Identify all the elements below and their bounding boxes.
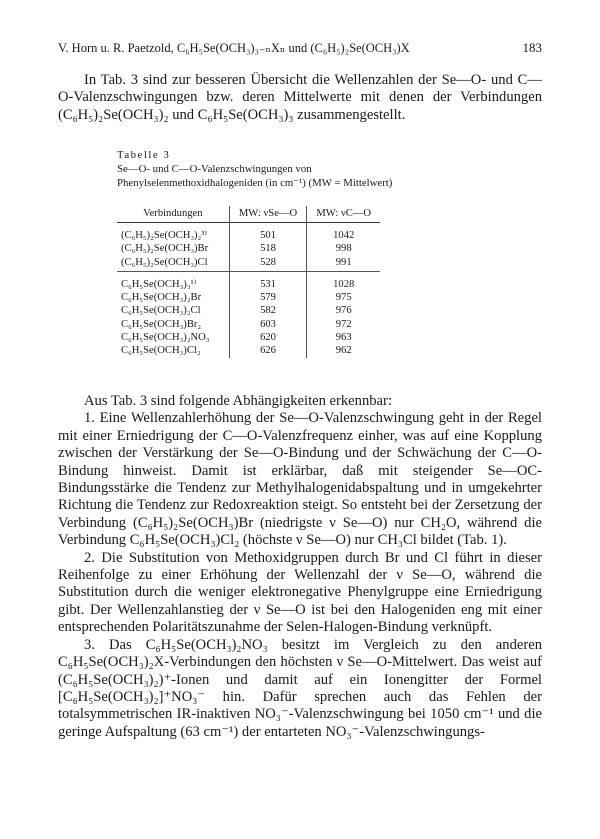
header-compounds: Verbindungen	[117, 206, 229, 223]
se-o-cell: 528	[229, 256, 307, 272]
table-caption-text: Se—O- und C—O-Valenzschwingungen von Phenylselenmethoxidhalogeniden (in cm⁻¹) (MW = Mittelwert)	[117, 163, 393, 189]
se-o-cell: 531	[229, 271, 307, 291]
table-row	[117, 271, 380, 291]
se-o-cell: 603	[229, 318, 307, 331]
c-o-cell: 963	[335, 332, 352, 344]
compound-cell: C₆H₅Se(OCH₃)Cl₂	[121, 345, 201, 357]
c-o-cell: 1028	[307, 271, 380, 291]
page-number: 183	[522, 40, 542, 55]
compound-cell: C₆H₅Se(OCH₃)₃¹⁾	[117, 271, 229, 291]
table-label: Tabelle 3	[117, 149, 171, 161]
header-c-o: MW: νC—O	[307, 206, 380, 223]
table-row	[117, 344, 380, 357]
table-row	[117, 223, 380, 243]
observations-intro: Aus Tab. 3 sind folgende Abhängigkeiten erkennbar:	[84, 393, 392, 409]
compound-cell: C₆H₅Se(OCH₃)₂Cl	[121, 305, 201, 317]
table-row	[117, 331, 380, 344]
c-o-cell: 972	[335, 318, 352, 330]
header-se-o: MW: νSe—O	[229, 206, 307, 223]
se-o-cell: 620	[229, 331, 307, 344]
se-o-cell: 626	[229, 344, 307, 357]
compound-cell: C₆H₅Se(OCH₃)Br₂	[121, 318, 202, 330]
compound-cell: (C₆H₅)₂Se(OCH₃)Br	[121, 243, 209, 255]
compound-cell: (C₆H₅)₂Se(OCH₃)₂³⁾	[121, 230, 208, 241]
se-o-cell: 579	[229, 291, 307, 304]
c-o-cell: 998	[335, 243, 352, 255]
table-row	[117, 318, 380, 331]
compound-cell: C₆H₅Se(OCH₃)₂Br	[121, 292, 202, 304]
main-text	[58, 393, 542, 741]
observation-1: 1. Eine Wellenzahlerhöhung der Se—O-Valenzschwingung geht in der Regel mit einer Erniedrigung der C—O-Valenzfrequenz einher, was auf eine Kopplung zwischen der Verstärkung der Se—O-Bindung und der Schwächung der C—O-Bindung hinweist. Damit ist erklärbar, daß mit steigender Se—OC-Bindungsstärke die Tendenz zur Methylhalogenidabspaltung und in umgekehrter Richtung die Tendenz zur Redoxreaktion steigt. So entsteht bei der Zersetzung der Verbindung (C₆H₅)₂Se(OCH₃)Br (niedrigste ν Se—O) nur CH₂O, während die Verbindung C₆H₅Se(OCH₃)Cl₂ (höchste ν Se—O) nur CH₃Cl bildet (Tab. 1).	[58, 410, 542, 549]
running-header	[58, 40, 542, 58]
observation-2: 2. Die Substitution von Methoxidgruppen durch Br und Cl führt in dieser Reihenfolge zu einer Erhöhung der Wellenzahl der ν Se—O, während die Substitution durch die weniger elektronegative Phenylgruppe eine Erniedrigung gibt. Der Wellenzahlanstieg der ν Se—O ist bei den Halogeniden eng mit einer entsprechenden Polaritätszunahme der Selen-Halogen-Bindung verknüpft.	[58, 549, 542, 636]
table-caption	[117, 148, 397, 190]
table-row	[117, 242, 380, 255]
c-o-cell: 991	[335, 256, 352, 268]
table-row	[117, 291, 380, 304]
compound-cell: (C₆H₅)₂Se(OCH₃)Cl	[121, 256, 208, 268]
table-header-row	[117, 206, 380, 223]
c-o-cell: 962	[335, 345, 352, 357]
running-title: V. Horn u. R. Paetzold, C₆H₅Se(OCH₃)₃₋ₙXₙ und (C₆H₅)₂Se(OCH₃)X	[58, 41, 410, 55]
table-row	[117, 256, 380, 272]
intro-paragraph: In Tab. 3 sind zur besseren Übersicht die Wellenzahlen der Se—O- und C—O-Valenzschwingungen bzw. deren Mittelwerte mit denen der Verbindungen (C₆H₅)₂Se(OCH₃)₂ und C₆H₅Se(OCH₃)₃ zusammengestellt.	[58, 72, 542, 123]
observation-3: 3. Das C₆H₅Se(OCH₃)₂NO₃ besitzt im Vergleich zu den anderen C₆H₅Se(OCH₃)₂X-Verbindungen den höchsten ν Se—O-Mittelwert. Das weist auf (C₆H₅Se(OCH₃)₂)⁺-Ionen und damit auf ein Ionengitter der Formel [C₆H₅Se(OCH₃)₂]⁺NO₃⁻ hin. Dafür sprechen auch das Fehlen der totalsymmetrischen IR-inaktiven NO₃⁻-Valenzschwingung bei 1050 cm⁻¹ und die geringe Aufspaltung (63 cm⁻¹) der entarteten NO₃⁻-Valenzschwingungs-	[58, 636, 542, 740]
se-o-cell: 518	[229, 242, 307, 255]
c-o-cell: 975	[335, 292, 352, 304]
c-o-cell: 1042	[333, 230, 355, 241]
table-row	[117, 304, 380, 317]
wavenumber-table	[117, 206, 380, 358]
se-o-cell: 501	[229, 223, 307, 243]
compound-cell: C₆H₅Se(OCH₃)₂NO₃	[121, 332, 210, 344]
se-o-cell: 582	[229, 304, 307, 317]
c-o-cell: 976	[335, 305, 352, 317]
